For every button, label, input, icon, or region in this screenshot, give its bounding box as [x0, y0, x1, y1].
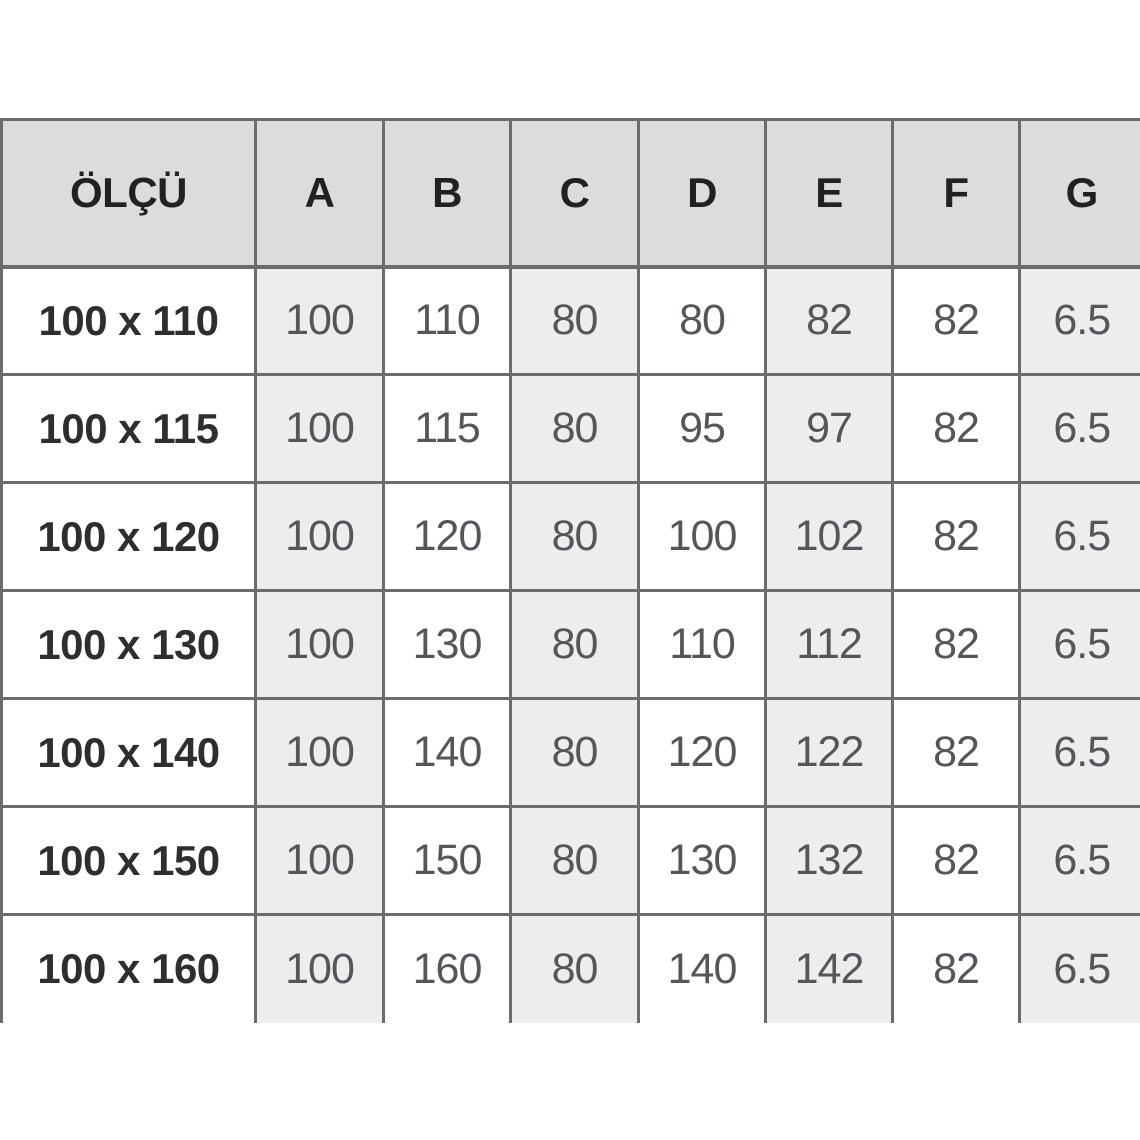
value-cell-a: 100 [256, 375, 384, 483]
value-cell-g: 6.5 [1020, 699, 1140, 807]
value-cell-e: 122 [766, 699, 893, 807]
value-cell-e: 132 [766, 807, 893, 915]
value-cell-g: 6.5 [1020, 375, 1140, 483]
value-cell-b: 130 [384, 591, 511, 699]
value-cell-g: 6.5 [1020, 807, 1140, 915]
table-row [2, 915, 1140, 1023]
header-cell-e: E [766, 120, 893, 267]
size-cell: 100 x 160 [2, 915, 256, 1023]
value-cell-b: 115 [384, 375, 511, 483]
size-cell: 100 x 120 [2, 483, 256, 591]
value-cell-c: 80 [511, 591, 639, 699]
table-row [2, 483, 1140, 591]
value-cell-a: 100 [256, 699, 384, 807]
value-cell-a: 100 [256, 915, 384, 1023]
value-cell-e: 82 [766, 267, 893, 375]
value-cell-f: 82 [893, 699, 1020, 807]
header-cell-olcu: ÖLÇÜ [2, 120, 256, 267]
value-cell-f: 82 [893, 267, 1020, 375]
value-cell-f: 82 [893, 807, 1020, 915]
value-cell-d: 130 [639, 807, 766, 915]
value-cell-e: 142 [766, 915, 893, 1023]
header-cell-d: D [639, 120, 766, 267]
value-cell-g: 6.5 [1020, 267, 1140, 375]
value-cell-g: 6.5 [1020, 591, 1140, 699]
value-cell-c: 80 [511, 267, 639, 375]
value-cell-a: 100 [256, 483, 384, 591]
value-cell-c: 80 [511, 375, 639, 483]
size-cell: 100 x 140 [2, 699, 256, 807]
value-cell-b: 160 [384, 915, 511, 1023]
size-cell: 100 x 130 [2, 591, 256, 699]
size-cell: 100 x 115 [2, 375, 256, 483]
value-cell-d: 95 [639, 375, 766, 483]
value-cell-d: 80 [639, 267, 766, 375]
value-cell-g: 6.5 [1020, 915, 1140, 1023]
value-cell-a: 100 [256, 591, 384, 699]
table-row [2, 807, 1140, 915]
header-row [2, 120, 1140, 267]
value-cell-b: 110 [384, 267, 511, 375]
value-cell-e: 97 [766, 375, 893, 483]
value-cell-b: 120 [384, 483, 511, 591]
header-cell-b: B [384, 120, 511, 267]
value-cell-c: 80 [511, 807, 639, 915]
table-row [2, 375, 1140, 483]
value-cell-g: 6.5 [1020, 483, 1140, 591]
table-row [2, 699, 1140, 807]
value-cell-d: 100 [639, 483, 766, 591]
value-cell-f: 82 [893, 591, 1020, 699]
value-cell-d: 120 [639, 699, 766, 807]
size-table-header [2, 120, 1140, 267]
size-table-body [2, 267, 1140, 1023]
value-cell-d: 140 [639, 915, 766, 1023]
value-cell-f: 82 [893, 915, 1020, 1023]
value-cell-e: 102 [766, 483, 893, 591]
value-cell-a: 100 [256, 267, 384, 375]
size-table [0, 118, 1140, 1023]
header-cell-a: A [256, 120, 384, 267]
value-cell-b: 150 [384, 807, 511, 915]
value-cell-b: 140 [384, 699, 511, 807]
size-cell: 100 x 150 [2, 807, 256, 915]
table-row [2, 267, 1140, 375]
size-cell: 100 x 110 [2, 267, 256, 375]
value-cell-f: 82 [893, 375, 1020, 483]
table-row [2, 591, 1140, 699]
value-cell-c: 80 [511, 915, 639, 1023]
value-cell-c: 80 [511, 699, 639, 807]
header-cell-g: G [1020, 120, 1140, 267]
value-cell-a: 100 [256, 807, 384, 915]
header-cell-c: C [511, 120, 639, 267]
header-cell-f: F [893, 120, 1020, 267]
value-cell-e: 112 [766, 591, 893, 699]
value-cell-c: 80 [511, 483, 639, 591]
value-cell-d: 110 [639, 591, 766, 699]
value-cell-f: 82 [893, 483, 1020, 591]
